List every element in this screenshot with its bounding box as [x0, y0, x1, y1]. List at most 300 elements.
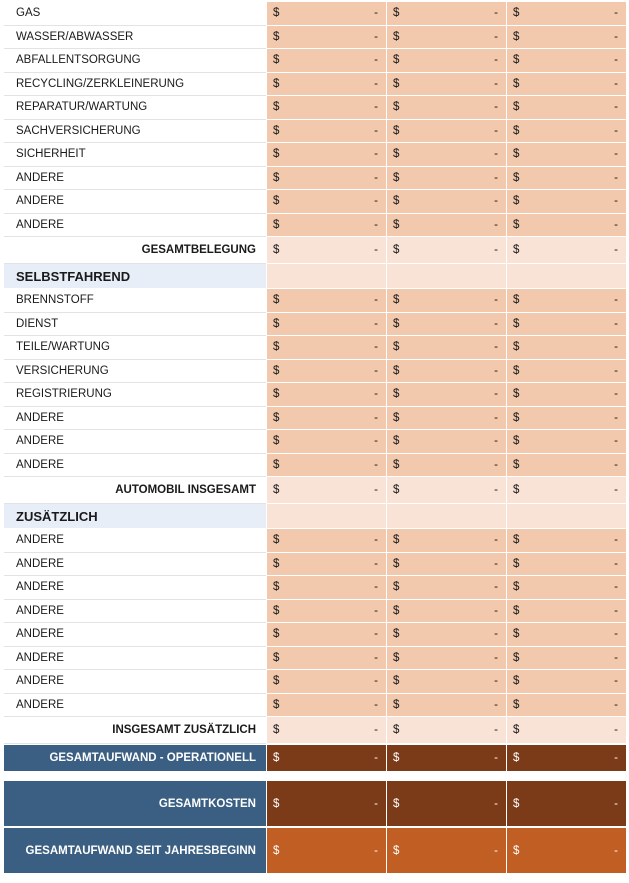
extra-total-row-label: INSGESAMT ZUSÄTZLICH: [4, 717, 266, 744]
auto-section-header: [4, 264, 626, 289]
amount-cell[interactable]: [267, 264, 386, 289]
currency-symbol: $: [513, 752, 520, 764]
amount-value: -: [614, 364, 618, 377]
amount-cell[interactable]: [267, 120, 386, 144]
expense-row: [4, 553, 626, 577]
amount-value: -: [614, 411, 618, 424]
currency-symbol: $: [393, 171, 400, 184]
expense-row-label: ANDERE: [4, 430, 266, 454]
amount-cell[interactable]: [387, 600, 506, 624]
amount-cell[interactable]: [507, 828, 626, 873]
currency-symbol: $: [393, 388, 400, 401]
amount-cell[interactable]: [507, 694, 626, 718]
currency-symbol: $: [513, 844, 520, 857]
amount-value: -: [374, 844, 378, 857]
amount-cell[interactable]: [267, 670, 386, 694]
expense-row: [4, 96, 626, 120]
amount-value: -: [374, 364, 378, 377]
amount-value: -: [614, 604, 618, 617]
amount-cell[interactable]: [267, 553, 386, 577]
amount-cell[interactable]: [387, 529, 506, 553]
amount-cell[interactable]: [507, 73, 626, 97]
amount-cell[interactable]: [267, 336, 386, 360]
expense-row: [4, 529, 626, 553]
amount-value: -: [374, 244, 378, 256]
expense-row-label: TEILE/WARTUNG: [4, 336, 266, 360]
expense-row-label: SACHVERSICHERUNG: [4, 120, 266, 144]
amount-cell[interactable]: [387, 214, 506, 238]
amount-value: -: [614, 171, 618, 184]
expense-row-label: ANDERE: [4, 407, 266, 431]
currency-symbol: $: [513, 388, 520, 401]
total-cost-row-label: GESAMTKOSTEN: [4, 781, 266, 826]
amount-cell[interactable]: [507, 167, 626, 191]
amount-cell[interactable]: [387, 120, 506, 144]
currency-symbol: $: [393, 752, 400, 764]
currency-symbol: $: [273, 195, 280, 208]
amount-cell[interactable]: [387, 430, 506, 454]
currency-symbol: $: [393, 628, 400, 641]
amount-value: -: [374, 7, 378, 20]
amount-cell[interactable]: [507, 623, 626, 647]
amount-cell[interactable]: [387, 360, 506, 384]
amount-value: -: [374, 411, 378, 424]
amount-cell[interactable]: [267, 477, 386, 504]
amount-cell[interactable]: [387, 717, 506, 744]
currency-symbol: $: [513, 195, 520, 208]
amount-value: -: [614, 698, 618, 711]
amount-value: -: [494, 604, 498, 617]
currency-symbol: $: [513, 54, 520, 67]
amount-cell[interactable]: [507, 745, 626, 771]
amount-value: -: [614, 101, 618, 114]
currency-symbol: $: [393, 218, 400, 231]
ytd-total-row: [4, 828, 626, 873]
amount-value: -: [614, 148, 618, 161]
amount-value: -: [494, 724, 498, 736]
amount-cell[interactable]: [267, 313, 386, 337]
expense-row: [4, 143, 626, 167]
expense-row-label: ANDERE: [4, 529, 266, 553]
amount-cell[interactable]: [507, 504, 626, 529]
currency-symbol: $: [393, 341, 400, 354]
amount-cell[interactable]: [507, 553, 626, 577]
currency-symbol: $: [273, 458, 280, 471]
auto-total-row-label: AUTOMOBIL INSGESAMT: [4, 477, 266, 504]
amount-value: -: [614, 534, 618, 547]
amount-value: -: [494, 341, 498, 354]
currency-symbol: $: [513, 581, 520, 594]
amount-value: -: [614, 218, 618, 231]
currency-symbol: $: [273, 30, 280, 43]
currency-symbol: $: [273, 218, 280, 231]
currency-symbol: $: [393, 675, 400, 688]
currency-symbol: $: [393, 534, 400, 547]
amount-value: -: [494, 752, 498, 764]
budget-sheet: [4, 2, 626, 875]
operational-total-row: [4, 745, 626, 771]
amount-value: -: [494, 698, 498, 711]
expense-row: [4, 2, 626, 26]
currency-symbol: $: [273, 698, 280, 711]
amount-cell[interactable]: [267, 214, 386, 238]
amount-cell[interactable]: [387, 694, 506, 718]
currency-symbol: $: [273, 171, 280, 184]
amount-cell[interactable]: [387, 407, 506, 431]
amount-cell[interactable]: [507, 781, 626, 826]
currency-symbol: $: [513, 30, 520, 43]
amount-cell[interactable]: [507, 190, 626, 214]
amount-value: -: [614, 752, 618, 764]
amount-value: -: [494, 458, 498, 471]
amount-cell[interactable]: [387, 237, 506, 264]
amount-cell[interactable]: [387, 504, 506, 529]
expense-row-label: ANDERE: [4, 647, 266, 671]
amount-value: -: [374, 797, 378, 810]
amount-value: -: [374, 724, 378, 736]
amount-cell[interactable]: [387, 745, 506, 771]
amount-value: -: [374, 675, 378, 688]
currency-symbol: $: [273, 101, 280, 114]
amount-cell[interactable]: [507, 313, 626, 337]
expense-row-label: ANDERE: [4, 553, 266, 577]
amount-value: -: [374, 124, 378, 137]
expense-row-label: VERSICHERUNG: [4, 360, 266, 384]
amount-value: -: [494, 388, 498, 401]
amount-value: -: [374, 30, 378, 43]
amount-cell[interactable]: [507, 529, 626, 553]
currency-symbol: $: [273, 294, 280, 307]
currency-symbol: $: [393, 557, 400, 570]
amount-cell[interactable]: [267, 717, 386, 744]
amount-value: -: [374, 171, 378, 184]
amount-cell[interactable]: [267, 360, 386, 384]
currency-symbol: $: [273, 341, 280, 354]
amount-value: -: [374, 317, 378, 330]
amount-cell[interactable]: [267, 237, 386, 264]
expense-row-label: BRENNSTOFF: [4, 289, 266, 313]
currency-symbol: $: [393, 458, 400, 471]
amount-cell[interactable]: [267, 383, 386, 407]
amount-value: -: [494, 218, 498, 231]
amount-cell[interactable]: [267, 828, 386, 873]
amount-cell[interactable]: [387, 264, 506, 289]
amount-cell[interactable]: [387, 49, 506, 73]
amount-cell[interactable]: [507, 96, 626, 120]
currency-symbol: $: [393, 844, 400, 857]
expense-row: [4, 120, 626, 144]
currency-symbol: $: [393, 435, 400, 448]
amount-cell[interactable]: [387, 289, 506, 313]
amount-value: -: [494, 557, 498, 570]
amount-cell[interactable]: [267, 26, 386, 50]
amount-cell[interactable]: [507, 670, 626, 694]
amount-value: -: [614, 557, 618, 570]
expense-row: [4, 430, 626, 454]
amount-value: -: [374, 557, 378, 570]
amount-cell[interactable]: [507, 360, 626, 384]
amount-cell[interactable]: [387, 96, 506, 120]
currency-symbol: $: [393, 294, 400, 307]
auto-total-row: [4, 477, 626, 504]
amount-cell[interactable]: [387, 143, 506, 167]
amount-value: -: [614, 294, 618, 307]
amount-value: -: [494, 797, 498, 810]
currency-symbol: $: [513, 124, 520, 137]
amount-cell[interactable]: [507, 647, 626, 671]
currency-symbol: $: [393, 77, 400, 90]
currency-symbol: $: [393, 317, 400, 330]
amount-cell[interactable]: [387, 623, 506, 647]
amount-cell[interactable]: [267, 430, 386, 454]
amount-value: -: [494, 628, 498, 641]
amount-value: -: [494, 54, 498, 67]
currency-symbol: $: [513, 698, 520, 711]
amount-value: -: [494, 435, 498, 448]
expense-row: [4, 49, 626, 73]
amount-cell[interactable]: [267, 745, 386, 771]
amount-value: -: [614, 317, 618, 330]
expense-row-label: GAS: [4, 2, 266, 26]
currency-symbol: $: [393, 484, 400, 496]
amount-value: -: [494, 7, 498, 20]
currency-symbol: $: [273, 844, 280, 857]
amount-cell[interactable]: [387, 828, 506, 873]
amount-cell[interactable]: [507, 264, 626, 289]
currency-symbol: $: [273, 411, 280, 424]
amount-cell[interactable]: [387, 73, 506, 97]
amount-cell[interactable]: [387, 647, 506, 671]
amount-value: -: [614, 30, 618, 43]
currency-symbol: $: [393, 797, 400, 810]
amount-cell[interactable]: [267, 623, 386, 647]
amount-value: -: [374, 101, 378, 114]
amount-value: -: [614, 628, 618, 641]
amount-cell[interactable]: [387, 670, 506, 694]
expense-row-label: ANDERE: [4, 623, 266, 647]
amount-cell[interactable]: [267, 504, 386, 529]
amount-cell[interactable]: [267, 407, 386, 431]
amount-cell[interactable]: [507, 2, 626, 26]
amount-value: -: [374, 534, 378, 547]
amount-cell[interactable]: [267, 73, 386, 97]
amount-cell[interactable]: [507, 336, 626, 360]
currency-symbol: $: [513, 77, 520, 90]
expense-row-label: ABFALLENTSORGUNG: [4, 49, 266, 73]
expense-row: [4, 383, 626, 407]
amount-value: -: [614, 484, 618, 496]
amount-value: -: [614, 675, 618, 688]
amount-cell[interactable]: [267, 600, 386, 624]
currency-symbol: $: [393, 7, 400, 20]
amount-cell[interactable]: [387, 26, 506, 50]
amount-cell[interactable]: [507, 237, 626, 264]
currency-symbol: $: [273, 124, 280, 137]
amount-cell[interactable]: [507, 143, 626, 167]
amount-value: -: [494, 195, 498, 208]
currency-symbol: $: [273, 534, 280, 547]
amount-value: -: [614, 54, 618, 67]
amount-cell[interactable]: [387, 383, 506, 407]
amount-cell[interactable]: [267, 143, 386, 167]
amount-value: -: [614, 341, 618, 354]
amount-cell[interactable]: [507, 576, 626, 600]
currency-symbol: $: [513, 628, 520, 641]
currency-symbol: $: [513, 411, 520, 424]
amount-value: -: [494, 124, 498, 137]
amount-value: -: [614, 844, 618, 857]
amount-cell[interactable]: [507, 26, 626, 50]
expense-row-label: REPARATUR/WARTUNG: [4, 96, 266, 120]
currency-symbol: $: [393, 124, 400, 137]
currency-symbol: $: [393, 101, 400, 114]
expense-row: [4, 313, 626, 337]
amount-cell[interactable]: [507, 407, 626, 431]
amount-value: -: [614, 77, 618, 90]
amount-cell[interactable]: [507, 383, 626, 407]
currency-symbol: $: [273, 148, 280, 161]
amount-cell[interactable]: [267, 2, 386, 26]
amount-value: -: [374, 218, 378, 231]
amount-cell[interactable]: [267, 289, 386, 313]
expense-row: [4, 576, 626, 600]
ytd-total-row-label: GESAMTAUFWAND SEIT JAHRESBEGINN: [4, 828, 266, 873]
amount-cell[interactable]: [387, 477, 506, 504]
currency-symbol: $: [513, 7, 520, 20]
amount-cell[interactable]: [387, 313, 506, 337]
amount-value: -: [494, 148, 498, 161]
amount-value: -: [614, 651, 618, 664]
amount-cell[interactable]: [267, 647, 386, 671]
amount-cell[interactable]: [267, 167, 386, 191]
amount-value: -: [374, 341, 378, 354]
expense-row-label: ANDERE: [4, 576, 266, 600]
amount-value: -: [614, 124, 618, 137]
currency-symbol: $: [273, 604, 280, 617]
amount-value: -: [374, 484, 378, 496]
extra-section-header: [4, 504, 626, 529]
currency-symbol: $: [393, 724, 400, 736]
currency-symbol: $: [393, 54, 400, 67]
housing-total-row-label: GESAMTBELEGUNG: [4, 237, 266, 264]
amount-value: -: [494, 317, 498, 330]
currency-symbol: $: [273, 797, 280, 810]
amount-cell[interactable]: [387, 336, 506, 360]
expense-row-label: RECYCLING/ZERKLEINERUNG: [4, 73, 266, 97]
amount-cell[interactable]: [507, 289, 626, 313]
amount-cell[interactable]: [267, 190, 386, 214]
amount-value: -: [494, 171, 498, 184]
currency-symbol: $: [513, 534, 520, 547]
currency-symbol: $: [273, 388, 280, 401]
amount-value: -: [494, 294, 498, 307]
amount-value: -: [374, 698, 378, 711]
currency-symbol: $: [513, 244, 520, 256]
expense-row-label: ANDERE: [4, 454, 266, 478]
expense-row-label: ANDERE: [4, 670, 266, 694]
currency-symbol: $: [513, 317, 520, 330]
amount-cell[interactable]: [387, 576, 506, 600]
amount-cell[interactable]: [507, 600, 626, 624]
amount-value: -: [614, 458, 618, 471]
currency-symbol: $: [273, 484, 280, 496]
expense-row: [4, 623, 626, 647]
amount-value: -: [374, 294, 378, 307]
amount-cell[interactable]: [267, 781, 386, 826]
amount-cell[interactable]: [387, 190, 506, 214]
amount-value: -: [494, 581, 498, 594]
amount-value: -: [614, 195, 618, 208]
amount-cell[interactable]: [267, 454, 386, 478]
expense-row: [4, 407, 626, 431]
amount-value: -: [614, 724, 618, 736]
currency-symbol: $: [513, 797, 520, 810]
currency-symbol: $: [273, 435, 280, 448]
amount-cell[interactable]: [507, 49, 626, 73]
currency-symbol: $: [513, 724, 520, 736]
amount-cell[interactable]: [387, 781, 506, 826]
amount-value: -: [374, 388, 378, 401]
amount-cell[interactable]: [507, 214, 626, 238]
amount-value: -: [494, 534, 498, 547]
amount-value: -: [374, 604, 378, 617]
expense-row-label: WASSER/ABWASSER: [4, 26, 266, 50]
expense-row-label: ANDERE: [4, 190, 266, 214]
amount-cell[interactable]: [507, 430, 626, 454]
amount-cell[interactable]: [507, 477, 626, 504]
amount-cell[interactable]: [387, 553, 506, 577]
currency-symbol: $: [393, 651, 400, 664]
expense-row: [4, 694, 626, 718]
amount-value: -: [494, 364, 498, 377]
amount-cell[interactable]: [387, 454, 506, 478]
amount-value: -: [494, 844, 498, 857]
amount-value: -: [374, 628, 378, 641]
amount-value: -: [494, 77, 498, 90]
expense-row: [4, 190, 626, 214]
expense-row: [4, 600, 626, 624]
extra-section-header-label: ZUSÄTZLICH: [4, 504, 266, 529]
amount-cell[interactable]: [267, 576, 386, 600]
amount-value: -: [374, 435, 378, 448]
amount-value: -: [614, 7, 618, 20]
housing-total-row: [4, 237, 626, 264]
amount-cell[interactable]: [387, 2, 506, 26]
amount-value: -: [614, 581, 618, 594]
currency-symbol: $: [273, 77, 280, 90]
amount-cell[interactable]: [387, 167, 506, 191]
amount-cell[interactable]: [267, 694, 386, 718]
currency-symbol: $: [393, 148, 400, 161]
currency-symbol: $: [393, 364, 400, 377]
amount-value: -: [374, 581, 378, 594]
amount-cell[interactable]: [507, 717, 626, 744]
amount-cell[interactable]: [267, 96, 386, 120]
currency-symbol: $: [273, 724, 280, 736]
currency-symbol: $: [513, 435, 520, 448]
expense-row: [4, 647, 626, 671]
amount-cell[interactable]: [507, 454, 626, 478]
currency-symbol: $: [273, 581, 280, 594]
currency-symbol: $: [273, 752, 280, 764]
expense-row-label: ANDERE: [4, 694, 266, 718]
currency-symbol: $: [513, 294, 520, 307]
amount-cell[interactable]: [267, 529, 386, 553]
expense-row: [4, 73, 626, 97]
currency-symbol: $: [513, 101, 520, 114]
amount-cell[interactable]: [267, 49, 386, 73]
amount-cell[interactable]: [507, 120, 626, 144]
